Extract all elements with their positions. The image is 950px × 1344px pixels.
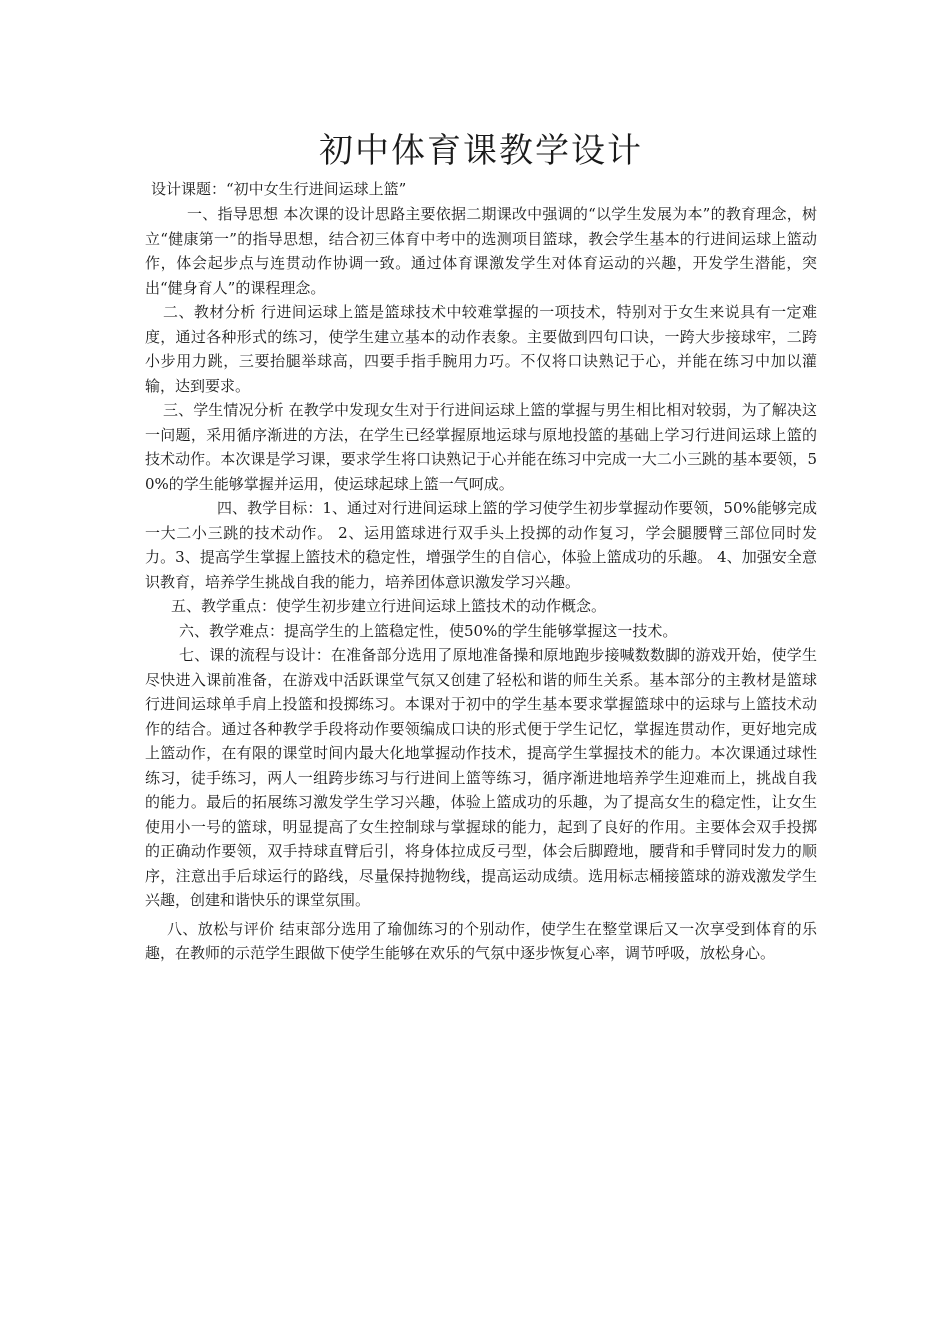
document-title: 初中体育课教学设计: [319, 131, 643, 171]
section-lesson-flow: 七、课的流程与设计：在准备部分选用了原地准备操和原地跑步接喊数数脚的游戏开始，使学生尽快进入课前准备，在游戏中活跃课堂气氛又创建了轻松和谐的师生关系。基本部分的主教材是篮球行进间运球单手肩上投篮和投掷练习。本课对于初中的学生基本要求掌握篮球中的运球与上篮技术动作的结合。通过各种教学手段将动作要领编成口诀的形式便于学生记忆，掌握连贯动作，更好地完成上篮动作，在有限的课堂时间内最大化地掌握动作技术，提高学生掌握技术的能力。本次课通过球性练习，徒手练习，两人一组跨步练习与行进间上篮等练习，循序渐进地培养学生迎难而上，挑战自我的能力。最后的拓展练习激发学生学习兴趣，体验上篮成功的乐趣，为了提高女生的稳定性，让女生使用小一号的篮球，明显提高了女生控制球与掌握球的能力，起到了良好的作用。主要体会双手投掷的正确动作要领，双手持球直臂后引，将身体拉成反弓型，体会后脚蹬地，腰背和手臂同时发力的顺序，注意出手后球运行的路线，尽量保持抛物线，提高运动成绩。选用标志桶接篮球的游戏激发学生兴趣，创建和谐快乐的课堂氛围。: [145, 646, 817, 909]
document-page: [145, 126, 817, 966]
section-guiding-thought: 一、指导思想 本次课的设计思路主要依据二期课改中强调的“以学生发展为本”的教育理念，树立“健康第一”的指导思想，结合初三体育中考中的选测项目篮球，教会学生基本的行进间运球上篮动作，体会起步点与连贯动作协调一致。通过体育课激发学生对体育运动的兴趣，开发学生潜能，突出“健身育人”的课程理念。: [145, 205, 817, 297]
lesson-subject: 设计课题：“初中女生行进间运球上篮”: [151, 180, 407, 198]
section-difficulties: 六、教学难点：提高学生的上篮稳定性，使50%的学生能够掌握这一技术。: [179, 621, 678, 640]
section-relaxation-evaluation: 八、放松与评价 结束部分选用了瑜伽练习的个别动作，使学生在整堂课后又一次享受到体育的乐趣，在教师的示范学生跟做下使学生能够在欢乐的气氛中逐步恢复心率，调节呼吸，放松身心。: [145, 919, 817, 962]
section-teaching-goals: 四、教学目标：1、通过对行进间运球上篮的学习使学生初步掌握动作要领，50%能够完成一大二小三跳的技术动作。 2、运用篮球进行双手头上投掷的动作复习，学会腿腰臂三部位同时发力。3、提高学生掌握上篮技术的稳定性，增强学生的自信心，体验上篮成功的乐趣。 4、加强安全意识教育，培养学生挑战自我的能力，培养团体意识激发学习兴趣。: [145, 499, 817, 591]
section-key-points: 五、教学重点：使学生初步建立行进间运球上篮技术的动作概念。: [171, 597, 607, 615]
section-student-analysis: 三、学生情况分析 在教学中发现女生对于行进间运球上篮的掌握与男生相比相对较弱，为了解决这一问题，采用循序渐进的方法，在学生已经掌握原地运球与原地投篮的基础上学习行进间运球上篮的技术动作。本次课是学习课，要求学生将口诀熟记于心并能在练习中完成一大二小三跳的基本要领，50%的学生能够掌握并运用，使运球起球上篮一气呵成。: [145, 401, 817, 493]
section-material-analysis: 二、教材分析 行进间运球上篮是篮球技术中较难掌握的一项技术，特别对于女生来说具有一定难度，通过各种形式的练习，使学生建立基本的动作表象。主要做到四句口诀，一跨大步接球牢，二跨小步用力跳，三要抬腿举球高，四要手指手腕用力巧。不仅将口诀熟记于心，并能在练习中加以灌输，达到要求。: [145, 303, 817, 395]
